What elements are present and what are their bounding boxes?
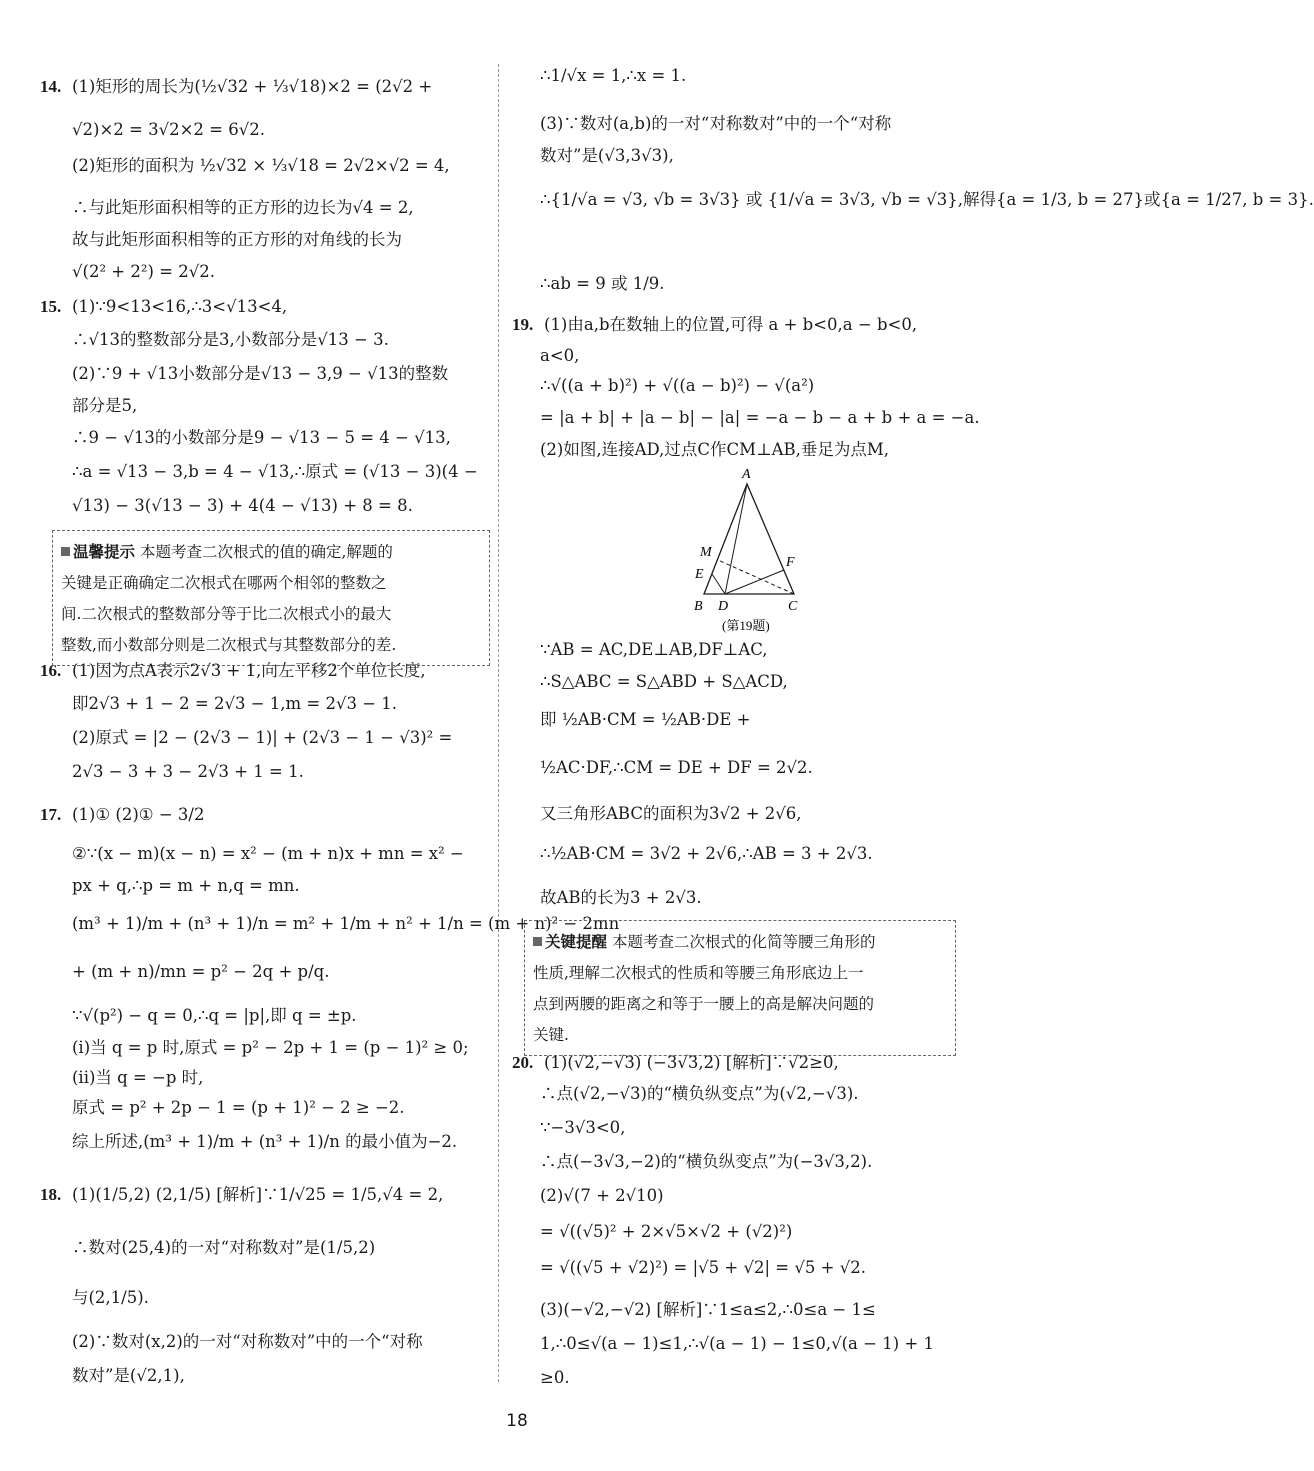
solution-line: [540, 148, 674, 165]
solution-line: [540, 760, 813, 777]
solution-text: ∴{1/√a = √3, √b = 3√3} 或 {1/√a = 3√3, √b = √3},解得{a = 1/3, b = 27}或{a = 1/27, b = 3}.: [540, 190, 1314, 209]
label-b: B: [694, 599, 703, 614]
solution-line: [72, 878, 300, 895]
tip-line: [533, 1020, 945, 1051]
solution-text: 部分是5,: [72, 396, 138, 415]
solution-text: ②∵(x − m)(x − n) = x² − (m + n)x + mn = x² −: [72, 844, 464, 863]
solution-line: [540, 1302, 876, 1319]
tip-tag: 温馨提示: [61, 543, 135, 561]
solution-text: (2)如图,连接AD,过点C作CM⊥AB,垂足为点M,: [540, 440, 890, 459]
solution-text: (3)(−√2,−√2) [解析]∵1≤a≤2,∴0≤a − 1≤: [540, 1300, 876, 1319]
tip-line: [533, 989, 945, 1020]
solution-line: [72, 1134, 457, 1151]
solution-line: [540, 116, 891, 133]
solution-line: [540, 1120, 625, 1137]
solution-text: + (m + n)/mn = p² − 2q + p/q.: [72, 962, 330, 981]
problem-number: 20.: [512, 1053, 534, 1072]
solution-line: [540, 642, 768, 659]
solution-line: [540, 378, 814, 395]
solution-text: 综上所述,(m³ + 1)/m + (n³ + 1)/n 的最小值为−2.: [72, 1132, 458, 1151]
solution-line: [72, 1008, 357, 1025]
segment-df: [725, 570, 784, 594]
solution-text: (ii)当 q = −p 时,: [72, 1068, 204, 1087]
tip-line: [61, 537, 479, 568]
problem-start-line: [512, 1054, 839, 1072]
solution-text: ≥0.: [540, 1368, 570, 1387]
tip-text: 关键.: [533, 1026, 569, 1044]
tip-text: 性质,理解二次根式的性质和等腰三角形底边上一: [533, 964, 864, 982]
tip-text: 间.二次根式的整数部分等于比二次根式小的最大: [61, 605, 392, 623]
solution-line: [540, 276, 665, 293]
tip-text: 整数,而小数部分则是二次根式与其整数部分的差.: [61, 636, 397, 654]
solution-text: = √((√5 + √2)²) = |√5 + √2| = √5 + √2.: [540, 1258, 866, 1277]
solution-line: [540, 1154, 872, 1171]
solution-text: ∴数对(25,4)的一对“对称数对”是(1/5,2): [72, 1238, 376, 1257]
solution-text: = √((√5)² + 2×√5×√2 + (√2)²): [540, 1222, 793, 1241]
solution-text: (1)∵9<13<16,∴3<√13<4,: [72, 297, 288, 316]
solution-text: 即 ½AB·CM = ½AB·DE +: [540, 710, 751, 729]
solution-line: [72, 464, 478, 481]
solution-line: [72, 366, 448, 383]
solution-text: ∴9 − √13的小数部分是9 − √13 − 5 = 4 − √13,: [72, 428, 451, 447]
segment-de: [712, 574, 725, 594]
solution-line: [72, 1040, 469, 1057]
solution-text: (2)√(7 + 2√10): [540, 1186, 664, 1205]
tip-text: 本题考查二次根式的值的确定,解题的: [139, 543, 393, 561]
solution-line: [540, 192, 1314, 209]
problem-number: 14.: [40, 77, 62, 96]
solution-line: [540, 1188, 664, 1205]
solution-line: [72, 1240, 375, 1257]
solution-line: [540, 806, 802, 823]
solution-line: [72, 1070, 203, 1087]
solution-text: = |a + b| + |a − b| − |a| = −a − b − a + b + a = −a.: [540, 408, 980, 427]
tip-line: [61, 630, 479, 661]
solution-text: ∴S△ABC = S△ABD + S△ACD,: [540, 672, 788, 691]
problem-start-line: [40, 806, 204, 824]
tip-text: 关键是正确确定二次根式在哪两个相邻的整数之: [61, 574, 387, 592]
solution-line: [72, 730, 452, 747]
solution-text: (2)原式 = |2 − (2√3 − 1)| + (2√3 − 1 − √3)² =: [72, 728, 453, 747]
solution-line: [540, 442, 889, 459]
solution-line: [72, 122, 265, 139]
problem-number: 17.: [40, 805, 62, 824]
solution-text: 即2√3 + 1 − 2 = 2√3 − 1,m = 2√3 − 1.: [72, 694, 398, 713]
solution-line: [540, 1086, 859, 1103]
solution-text: (1)因为点A表示2√3 + 1,向左平移2个单位长度,: [72, 661, 426, 680]
problem-number: 19.: [512, 315, 534, 334]
solution-line: [72, 696, 397, 713]
solution-text: ∴ab = 9 或 1/9.: [540, 274, 665, 293]
solution-text: ∵−3√3<0,: [540, 1118, 626, 1137]
solution-line: [72, 964, 329, 981]
solution-line: [72, 846, 464, 863]
solution-line: [72, 398, 137, 415]
solution-line: [540, 846, 873, 863]
solution-text: (2)∵9 + √13小数部分是√13 − 3,9 − √13的整数: [72, 364, 449, 383]
triangle-abc: [704, 484, 794, 594]
solution-text: √13) − 3(√13 − 3) + 4(4 − √13) + 8 = 8.: [72, 496, 413, 515]
solution-text: ∵AB = AC,DE⊥AB,DF⊥AC,: [540, 640, 768, 659]
tip-line: [533, 958, 945, 989]
segment-ad: [725, 484, 747, 594]
solution-text: ∴与此矩形面积相等的正方形的边长为√4 = 2,: [72, 198, 414, 217]
solution-line: [72, 232, 402, 249]
solution-line: [72, 200, 414, 217]
segment-cm: [718, 560, 794, 594]
solution-line: [72, 332, 389, 349]
solution-line: [540, 674, 788, 691]
tip-line: [533, 927, 945, 958]
tip-tag: 关键提醒: [533, 933, 607, 951]
solution-line: [72, 764, 304, 781]
tip-text: 点到两腰的距离之和等于一腰上的高是解决问题的: [533, 995, 875, 1013]
solution-line: [72, 1100, 405, 1117]
solution-text: ∴1/√x = 1,∴x = 1.: [540, 66, 687, 85]
solution-text: (i)当 q = p 时,原式 = p² − 2p + 1 = (p − 1)² ≥ 0;: [72, 1038, 469, 1057]
solution-text: (1)① (2)① − 3/2: [72, 805, 205, 824]
solution-text: (1)由a,b在数轴上的位置,可得 a + b<0,a − b<0,: [544, 315, 918, 334]
solution-text: 原式 = p² + 2p − 1 = (p + 1)² − 2 ≥ −2.: [72, 1098, 405, 1117]
solution-text: 故与此矩形面积相等的正方形的对角线的长为: [72, 230, 402, 249]
solution-line: [72, 430, 451, 447]
solution-line: [72, 498, 413, 515]
solution-text: 与(2,1/5).: [72, 1288, 149, 1307]
solution-line: [540, 712, 750, 729]
solution-text: ∴½AB·CM = 3√2 + 2√6,∴AB = 3 + 2√3.: [540, 844, 873, 863]
label-c: C: [788, 599, 798, 614]
triangle-figure-19: [692, 466, 822, 636]
solution-line: [72, 158, 450, 175]
solution-text: px + q,∴p = m + n,q = mn.: [72, 876, 300, 895]
solution-text: √(2² + 2²) = 2√2.: [72, 262, 215, 281]
tip-line: [61, 568, 479, 599]
solution-text: ∴点(√2,−√3)的“横负纵变点”为(√2,−√3).: [540, 1084, 859, 1103]
solution-text: (2)矩形的面积为 ½√32 × ⅓√18 = 2√2×√2 = 4,: [72, 156, 450, 175]
solution-text: 又三角形ABC的面积为3√2 + 2√6,: [540, 804, 802, 823]
solution-text: (3)∵数对(a,b)的一对“对称数对”中的一个“对称: [540, 114, 892, 133]
problem-number: 16.: [40, 661, 62, 680]
solution-text: ∴√13的整数部分是3,小数部分是√13 − 3.: [72, 330, 389, 349]
solution-line: [72, 264, 215, 281]
problem-start-line: [40, 298, 287, 316]
solution-text: 数对”是(√2,1),: [72, 1366, 185, 1385]
tip-line: [61, 599, 479, 630]
solution-line: [540, 1224, 792, 1241]
label-f: F: [786, 555, 795, 570]
label-d: D: [718, 599, 729, 614]
solution-line: [540, 68, 686, 85]
solution-text: ∴点(−3√3,−2)的“横负纵变点”为(−3√3,2).: [540, 1152, 873, 1171]
problem-number: 18.: [40, 1185, 62, 1204]
column-divider: [498, 64, 499, 1382]
problem-start-line: [512, 316, 917, 334]
solution-text: 数对”是(√3,3√3),: [540, 146, 674, 165]
solution-line: [72, 1334, 423, 1351]
solution-line: [72, 1290, 149, 1307]
solution-text: ∴a = √13 − 3,b = 4 − √13,∴原式 = (√13 − 3)(4 −: [72, 462, 478, 481]
figure-caption: (第19题): [722, 618, 770, 633]
page-number: 18: [506, 1411, 528, 1431]
solution-text: ∴√((a + b)²) + √((a − b)²) − √(a²): [540, 376, 815, 395]
tip-box: [524, 920, 956, 1056]
tip-box: [52, 530, 490, 666]
solution-text: ½AC·DF,∴CM = DE + DF = 2√2.: [540, 758, 813, 777]
solution-line: [540, 1370, 570, 1387]
solution-text: a<0,: [540, 346, 580, 365]
solution-line: [72, 1368, 185, 1385]
problem-start-line: [40, 1186, 443, 1204]
solution-text: (2)∵数对(x,2)的一对“对称数对”中的一个“对称: [72, 1332, 423, 1351]
solution-text: 故AB的长为3 + 2√3.: [540, 888, 702, 907]
problem-number: 15.: [40, 297, 62, 316]
problem-start-line: [40, 78, 432, 96]
solution-text: 2√3 − 3 + 3 − 2√3 + 1 = 1.: [72, 762, 304, 781]
solution-text: (1)(√2,−√3) (−3√3,2) [解析]∵√2≥0,: [544, 1053, 839, 1072]
solution-line: [540, 890, 702, 907]
solution-line: [540, 1336, 934, 1353]
solution-text: (1)矩形的周长为(½√32 + ⅓√18)×2 = (2√2 +: [72, 77, 433, 96]
solution-text: √2)×2 = 3√2×2 = 6√2.: [72, 120, 265, 139]
label-m: M: [700, 545, 712, 560]
label-e: E: [695, 567, 704, 582]
solution-line: [540, 1260, 866, 1277]
solution-text: 1,∴0≤√(a − 1)≤1,∴√(a − 1) − 1≤0,√(a − 1) + 1: [540, 1334, 934, 1353]
label-a: A: [742, 467, 751, 482]
solution-text: ∵√(p²) − q = 0,∴q = |p|,即 q = ±p.: [72, 1006, 357, 1025]
solution-text: (m³ + 1)/m + (n³ + 1)/n = m² + 1/m + n² + 1/n = (m + n)² − 2mn: [72, 914, 620, 933]
tip-text: 本题考查二次根式的化简等腰三角形的: [611, 933, 876, 951]
solution-line: [540, 348, 579, 365]
solution-text: (1)(1/5,2) (2,1/5) [解析]∵1/√25 = 1/5,√4 = 2,: [72, 1185, 444, 1204]
solution-line: [540, 410, 980, 427]
